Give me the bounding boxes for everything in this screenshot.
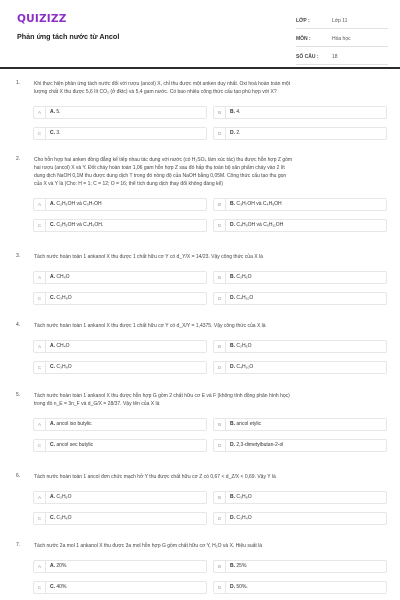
option-prefix: A. [50,109,55,115]
option-label [50,128,61,139]
option-prefix: A. [50,274,55,280]
option-letter-box: A [34,561,46,572]
option-c[interactable] [33,219,207,232]
option-letter-box: D [214,513,226,524]
meta-row-class [296,14,388,29]
worksheet-meta [296,14,388,68]
option-text: 40% [56,584,67,590]
option-label [50,199,102,210]
option-letter-box: A [34,419,46,430]
option-text: C₂H₆O [56,494,72,500]
option-label [230,199,282,210]
option-a[interactable] [33,418,207,431]
meta-row-count [296,50,388,65]
option-prefix: C. [50,442,55,448]
option-prefix: C. [50,222,55,228]
option-prefix: D. [230,295,235,301]
question-number: 2. [16,156,21,162]
option-text: C₄H₁₀O [236,295,254,301]
option-d[interactable] [213,439,387,452]
option-d[interactable] [213,581,387,594]
option-label [230,293,253,304]
option-prefix: D. [230,130,235,136]
option-label [50,513,72,524]
option-b[interactable] [213,560,387,573]
option-letter-box: A [34,199,46,210]
option-prefix: B. [230,563,235,569]
option-prefix: D. [230,364,235,370]
option-b[interactable] [213,491,387,504]
option-letter-box: C [34,362,46,373]
option-b[interactable] [213,271,387,284]
question-line: của X và Y là (Cho: H = 1; C = 12; O = 16; thể tích dung dịch thay đổi không đáng kể) [34,181,223,187]
option-c[interactable] [33,512,207,525]
option-label [50,220,103,231]
option-prefix: C. [50,584,55,590]
option-prefix: D. [230,442,235,448]
option-label [230,362,253,373]
option-text: 3. [56,130,61,136]
quizizz-logo: QUIZIZZ [17,13,67,25]
question-line: Tách nước hoàn toàn 1 ankanol X thu được hỗn hợp G gồm 2 chất hữu cơ E và F (không tính đồng phân hình học) [34,393,290,399]
option-prefix: B. [230,109,235,115]
question-line: Tách nước hoàn toàn 1 ankanol X thu được 1 chất hữu cơ Y có d_X/Y = 1,4375. Vậy công thức của X là [34,323,266,329]
option-letter-box: B [214,492,226,503]
question-line: Tách nước 2a mol 1 ankanol X thu được 3a mol hỗn hợp G gồm chất hữu cơ Y, H₂O và X. Hiệu suất là [34,543,263,549]
option-c[interactable] [33,581,207,594]
option-a[interactable] [33,340,207,353]
option-label [50,341,70,352]
option-a[interactable] [33,271,207,284]
header-divider [0,67,400,69]
option-letter-box: D [214,440,226,451]
option-text: CH₄O [56,274,70,280]
question-line: Tách nước hoàn toàn 1 ancol đơn chức mạch hở Y thu được chất hữu cơ Z có 0,67 < d_Z/X < 0,69. Vậy Y là [34,474,276,480]
option-text: C₃H₆O [56,515,72,521]
meta-value: 18 [332,54,338,60]
option-letter-box: A [34,341,46,352]
meta-row-subject [296,32,388,47]
option-prefix: A. [50,421,55,427]
option-letter-box: D [214,362,226,373]
question-line: hai rượu (ancol) X và Y. Đốt cháy hoàn toàn 1,06 gam hỗn hợp Z sau đó hấp thụ toàn bộ sản phẩm cháy vào 2 lít [34,165,285,171]
meta-value: Lớp 11 [332,18,348,24]
option-prefix: C. [50,295,55,301]
option-text: C₂H₆O [236,274,252,280]
option-prefix: C. [50,364,55,370]
option-prefix: D. [230,222,235,228]
question-text [34,542,388,550]
option-label [50,561,66,572]
option-text: C₂H₅OH và C₃H₇OH [56,201,102,207]
option-prefix: B. [230,494,235,500]
option-letter-box: D [214,128,226,139]
option-c[interactable] [33,292,207,305]
option-label [230,561,246,572]
option-text: C₂H₅OH và C₄H₉OH. [56,222,104,228]
option-text: C₄H₁₀O [236,364,254,370]
option-label [230,582,248,593]
option-text: ancol iso butylic [56,421,92,427]
option-prefix: C. [50,515,55,521]
option-prefix: B. [230,201,235,207]
option-letter-box: B [214,419,226,430]
option-letter-box: A [34,492,46,503]
option-letter-box: B [214,272,226,283]
option-b[interactable] [213,418,387,431]
question-line: Tách nước hoàn toàn 1 ankanol X thu được 1 chất hữu cơ Y có d_Y/X = 14/23. Vậy công thức của X là [34,254,263,260]
meta-key: LỚP : [296,18,310,24]
option-text: 4. [236,109,241,115]
option-prefix: B. [230,421,235,427]
option-prefix: A. [50,563,55,569]
option-text: C₃H₇OH và C₄H₉OH [236,201,282,207]
option-letter-box: B [214,341,226,352]
option-text: 50%. [236,584,248,590]
option-text: 25% [236,563,247,569]
question-number: 3. [16,253,21,259]
option-text: 2. [236,130,241,136]
question-number: 5. [16,392,21,398]
option-d[interactable] [213,512,387,525]
worksheet-title: Phản ứng tách nước từ Ancol [17,32,120,41]
option-text: C₃H₄O [236,515,252,521]
option-text: 20% [56,563,67,569]
option-prefix: B. [230,274,235,280]
option-label [50,107,61,118]
option-b[interactable] [213,198,387,211]
option-c[interactable] [33,127,207,140]
option-text: CH₄O [56,343,70,349]
option-prefix: D. [230,584,235,590]
question-line: dung dịch NaOH 0,1M thu được dung dịch T trong đó nồng độ của NaOH bằng 0,05M. Công thức cấu tạo thu gọn [34,173,287,179]
option-prefix: C. [50,130,55,136]
option-prefix: D. [230,515,235,521]
question-text [34,253,388,261]
option-label [230,128,241,139]
option-a[interactable] [33,560,207,573]
option-prefix: A. [50,201,55,207]
question-line: trong đó n_E = 3n_F và d_G/X = 28/37. Vậy tên của X là [34,401,160,407]
option-label [230,513,252,524]
option-label [230,107,241,118]
option-d[interactable] [213,361,387,374]
option-label [230,419,261,430]
question-number: 7. [16,542,21,548]
question-text [34,80,388,96]
option-text: C₃H₈O [56,364,72,370]
meta-value: Hóa học [332,36,351,42]
option-letter-box: D [214,293,226,304]
option-text: C₂H₆O [236,343,252,349]
option-a[interactable] [33,198,207,211]
option-label [230,492,252,503]
option-letter-box: B [214,107,226,118]
option-text: 5. [56,109,61,115]
option-c[interactable] [33,361,207,374]
meta-key: MÔN : [296,36,311,42]
option-letter-box: D [214,220,226,231]
option-text: C₃H₈O [236,494,252,500]
option-letter-box: C [34,293,46,304]
option-c[interactable] [33,439,207,452]
option-label [50,492,71,503]
option-label [50,362,72,373]
question-line: Cho hỗn hợp hai anken đồng đẳng kế tiếp nhau tác dụng với nước (có H₂SO₄ làm xúc tác) thu được hỗn hợp Z gồm [34,157,293,163]
question-number: 6. [16,473,21,479]
question-line: lượng chất X thu được 5,6 lít CO₂ (ở đktc) và 5,4 gam nước. Có bao nhiêu công thức cấu tạo phù hợp với X? [34,89,277,95]
option-text: C₄H₉OH và C₅H₁₁OH [236,222,284,228]
option-letter-box: D [214,582,226,593]
option-d[interactable] [213,127,387,140]
option-letter-box: C [34,128,46,139]
option-label [230,440,283,451]
option-letter-box: B [214,561,226,572]
option-a[interactable] [33,106,207,119]
option-label [230,341,251,352]
option-text: 2,3-dimetylbutan-2-ol [236,442,284,448]
option-prefix: A. [50,343,55,349]
option-d[interactable] [213,292,387,305]
question-text [34,473,388,481]
option-b[interactable] [213,340,387,353]
option-label [50,582,66,593]
option-prefix: B. [230,343,235,349]
option-label [50,419,92,430]
option-letter-box: C [34,440,46,451]
option-letter-box: C [34,220,46,231]
option-letter-box: C [34,513,46,524]
option-d[interactable] [213,219,387,232]
question-text [34,322,388,330]
question-text [34,156,388,188]
option-letter-box: B [214,199,226,210]
option-letter-box: A [34,107,46,118]
option-text: ancol etylic [236,421,262,427]
option-label [50,440,93,451]
option-text: C₃H₈O [56,295,72,301]
option-label [230,272,251,283]
option-a[interactable] [33,491,207,504]
option-prefix: A. [50,494,55,500]
option-letter-box: A [34,272,46,283]
question-line: Khi thực hiện phản ứng tách nước đối với rượu (ancol) X, chỉ thu được một anken duy nhất. Oxi hoá hoàn toàn một [34,81,291,87]
question-text [34,392,388,408]
option-text: ancol sec butylic [56,442,94,448]
option-label [50,293,72,304]
option-label [230,220,283,231]
question-number: 1. [16,80,21,86]
question-number: 4. [16,322,21,328]
meta-key: SỐ CÂU : [296,54,319,60]
option-label [50,272,70,283]
option-b[interactable] [213,106,387,119]
option-letter-box: C [34,582,46,593]
